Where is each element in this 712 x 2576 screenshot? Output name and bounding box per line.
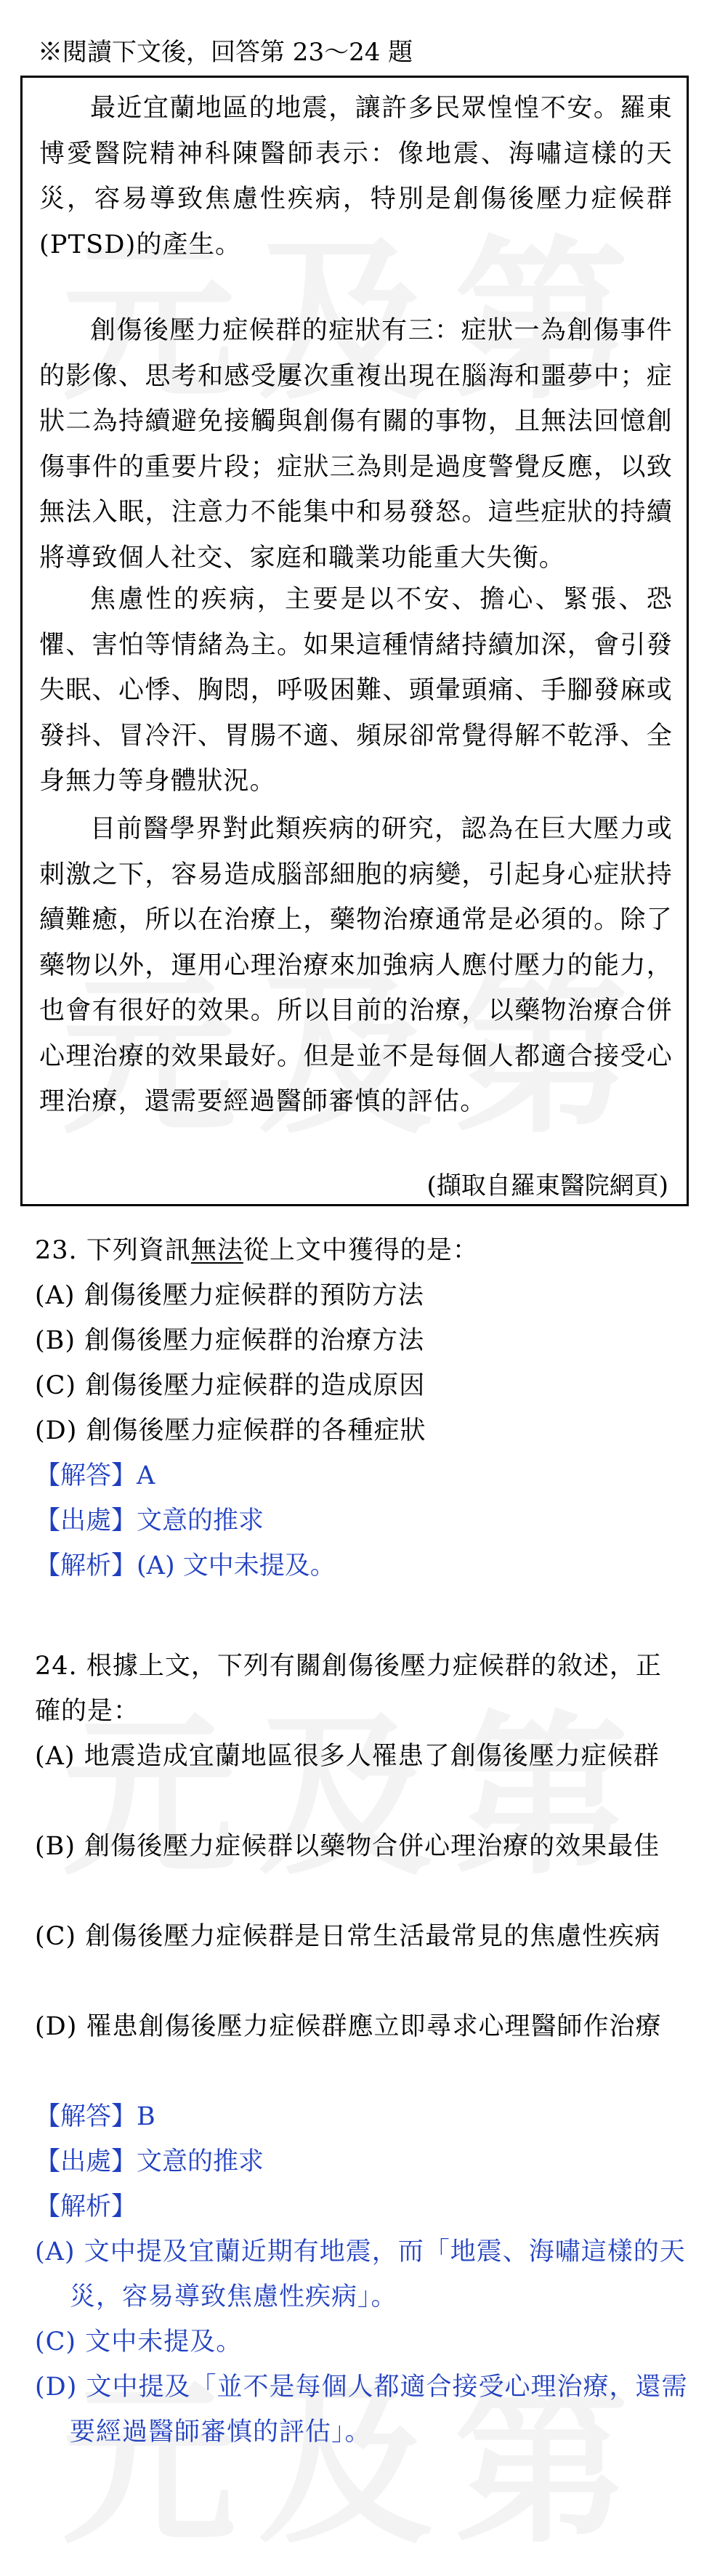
question-24-option-d: (D) 罹患創傷後壓力症候群應立即尋求心理醫師作治療 — [35, 2012, 662, 2041]
question-24-analysis-d: (D) 文中提及「並不是每個人都適合接受心理治療，還需要經過醫師審慎的評估」。 — [35, 2373, 688, 2447]
answer-value: B — [137, 2102, 155, 2131]
passage-paragraph: 焦慮性的疾病，主要是以不安、擔心、緊張、恐懼、害怕等情緒為主。如果這種情緒持續加深，會引發失眠、心悸、胸悶，呼吸困難、頭暈頭痛、手腳發麻或發抖、冒冷汗、胃腸不適、頻尿卻常覺得解不乾淨、全身無力等身體狀況。 — [39, 585, 673, 796]
question-23-option-d: (D) 創傷後壓力症候群的各種症狀 — [35, 1416, 426, 1445]
question-number: 24. — [35, 1652, 78, 1681]
answer-label: 【解答】 — [35, 2102, 137, 2131]
question-23-analysis — [35, 1543, 336, 1588]
origin-label: 【出處】 — [35, 1506, 137, 1535]
question-23-answer — [35, 1453, 155, 1498]
question-24-option-b: (B) 創傷後壓力症候群以藥物合併心理治療的效果最佳 — [35, 1832, 660, 1861]
question-number: 23. — [35, 1236, 78, 1265]
question-23-option-a: (A) 創傷後壓力症候群的預防方法 — [35, 1281, 424, 1310]
question-stem-underlined: 無法 — [190, 1236, 243, 1265]
question-23-option-c: (C) 創傷後壓力症候群的造成原因 — [35, 1371, 426, 1400]
passage-paragraph: 創傷後壓力症候群的症狀有三：症狀一為創傷事件的影像、思考和感受屢次重複出現在腦海和噩夢中；症狀二為持續避免接觸與創傷有關的事物，且無法回憶創傷事件的重要片段；症狀三為則是過度警覺反應，以致無法入眠，注意力不能集中和易發怒。這些症狀的持續將導致個人社交、家庭和職業功能重大失衡。 — [39, 316, 673, 573]
question-24-option-a: (A) 地震造成宜蘭地區很多人罹患了創傷後壓力症候群 — [35, 1742, 660, 1771]
answer-value: A — [137, 1461, 155, 1490]
origin-label: 【出處】 — [35, 2147, 137, 2176]
question-24-analysis-a: (A) 文中提及宜蘭近期有地震，而「地震、海嘯這樣的天災，容易導致焦慮性疾病」。 — [35, 2237, 686, 2311]
question-23-origin — [35, 1498, 264, 1543]
passage-source: (擷取自羅東醫院網頁) — [426, 1171, 668, 1200]
question-24-answer — [35, 2094, 155, 2139]
question-24-origin — [35, 2139, 264, 2184]
question-24-analysis-c: (C) 文中未提及。 — [35, 2327, 243, 2357]
origin-value: 文意的推求 — [137, 1506, 264, 1535]
analysis-value: (A) 文中未提及。 — [137, 1551, 336, 1580]
answer-label: 【解答】 — [35, 1461, 137, 1490]
question-24-stem — [35, 1644, 674, 1734]
origin-value: 文意的推求 — [137, 2147, 264, 2176]
question-stem-part: 下列資訊 — [86, 1236, 191, 1265]
passage-paragraph: 目前醫學界對此類疾病的研究，認為在巨大壓力或刺激之下，容易造成腦部細胞的病變，引起身心症狀持續難癒，所以在治療上，藥物治療通常是必須的。除了藥物以外，運用心理治療來加強病人應付壓力的能力，也會有很好的效果。所以目前的治療，以藥物治療合併心理治療的效果最好。但是並不是每個人都適合接受心理治療，還需要經過醫師審慎的評估。 — [39, 815, 673, 1116]
question-23-stem — [35, 1228, 674, 1273]
question-23-option-b: (B) 創傷後壓力症候群的治療方法 — [35, 1326, 425, 1355]
question-stem-part: 從上文中獲得的是： — [243, 1236, 479, 1265]
reading-instruction: ※閱讀下文後，回答第 23～24 題 — [38, 38, 413, 67]
question-stem-part: 根據上文，下列有關創傷後壓力症候群的敘述，正確的是： — [35, 1652, 662, 1726]
question-24-analysis-label: 【解析】 — [35, 2192, 137, 2221]
analysis-label: 【解析】 — [35, 1551, 137, 1580]
passage-paragraph: 最近宜蘭地區的地震，讓許多民眾惶惶不安。羅東博愛醫院精神科陳醫師表示：像地震、海嘯這樣的天災，容易導致焦慮性疾病，特別是創傷後壓力症候群(PTSD)的產生。 — [39, 94, 673, 259]
question-24-option-c: (C) 創傷後壓力症候群是日常生活最常見的焦慮性疾病 — [35, 1922, 661, 1951]
